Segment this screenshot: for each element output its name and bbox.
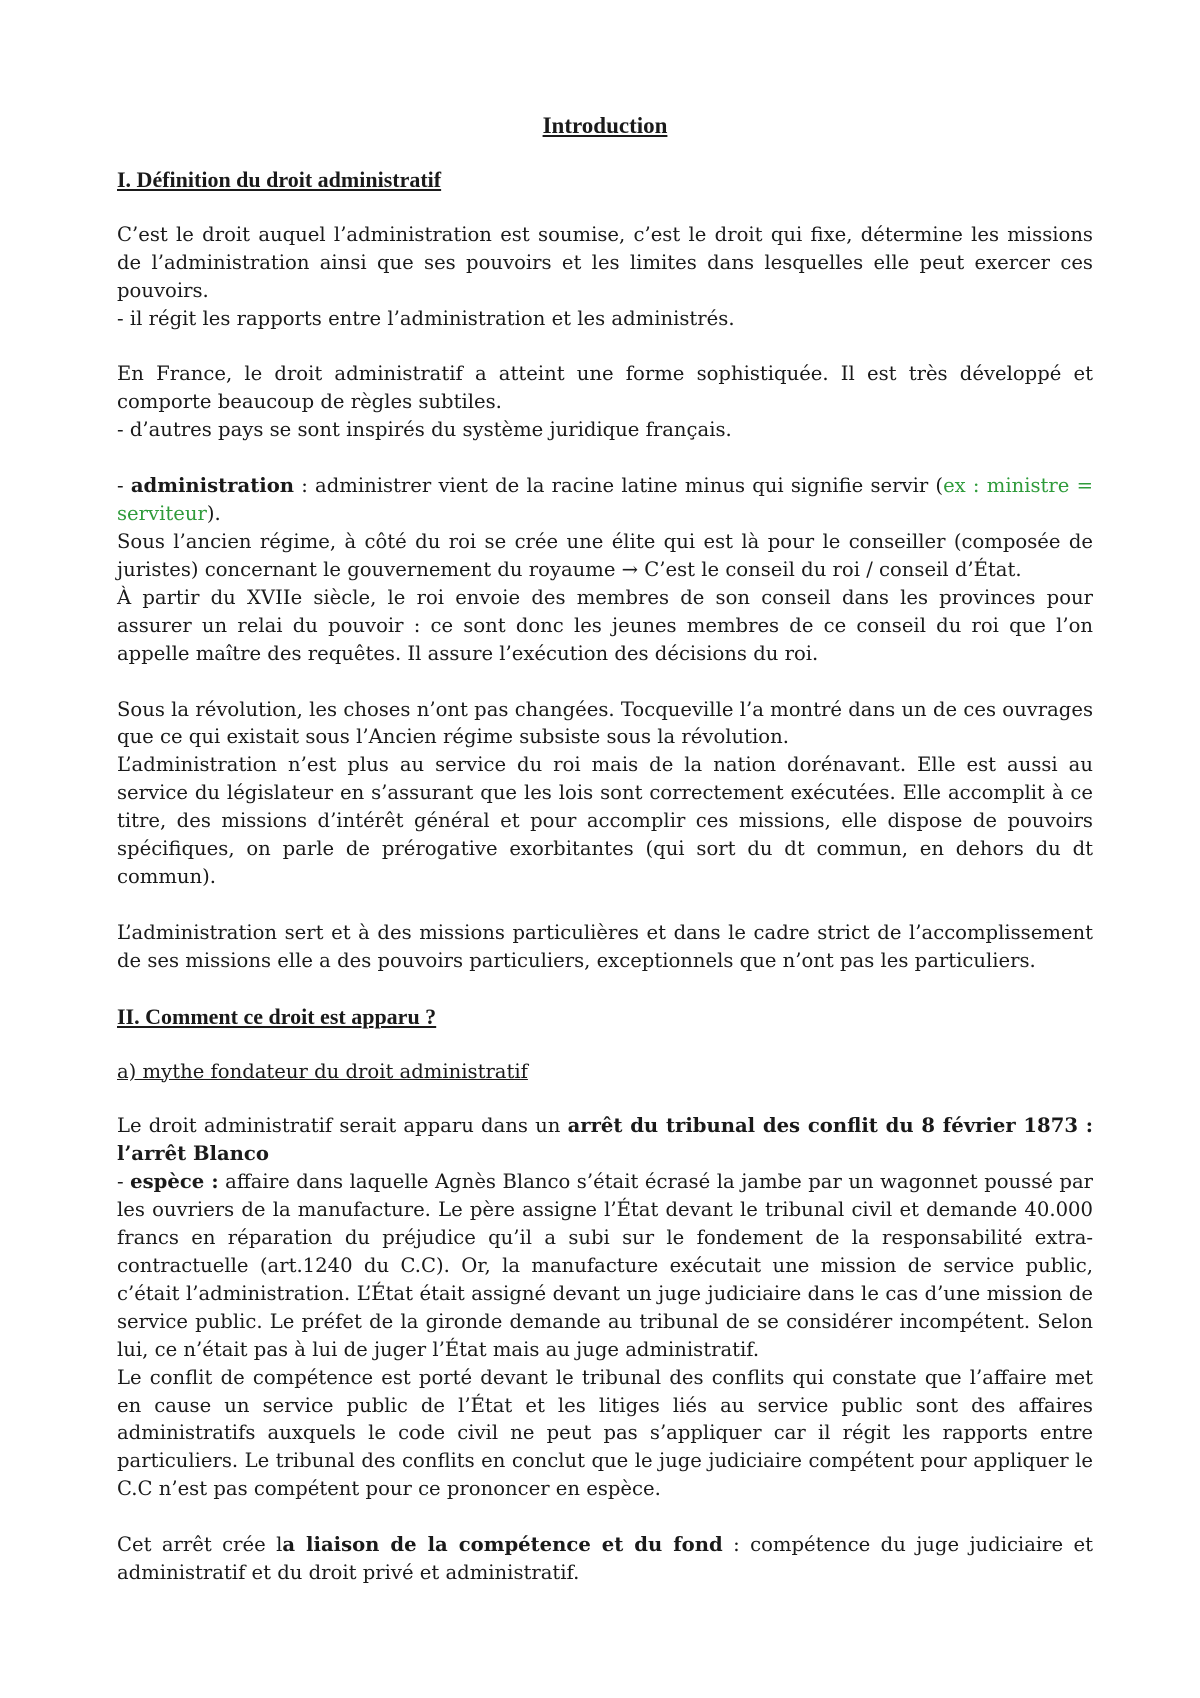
bold-term: administration bbox=[130, 474, 295, 498]
paragraph: L’administration sert et à des missions particulières et dans le cadre strict de l’accomplissement de ses missions elle a des pouvoirs particuliers, exceptionnels que n’ont pas les particuliers. bbox=[117, 920, 1093, 972]
paragraph: C’est le droit auquel l’administration est soumise, c’est le droit qui fixe, détermine les missions de l’administration ainsi que ses pouvoirs et les limites dans lesquelles elle peut exercer ces pouvoirs. bbox=[117, 222, 1093, 302]
text: : compétence du juge judiciaire et administratif et du droit privé et administratif. bbox=[117, 1533, 1093, 1585]
paragraph: Le conflit de compétence est porté devant le tribunal des conflits qui constate que l’affaire met en cause un service public de l’État et les litiges liés au service public sont des affaires administratifs auxquels le code civil ne peut pas s’appliquer car il régit les rapports entre particuliers. Le tribunal des conflits en conclut que le juge judiciaire compétent pour appliquer le C.C n’est pas compétent pour ce prononcer en espèce. bbox=[117, 1365, 1093, 1501]
paragraph: Sous la révolution, les choses n’ont pas changées. Tocqueville l’a montré dans un de ces ouvrages que ce qui existait sous l’Ancien régime subsiste sous la révolution. bbox=[117, 697, 1093, 749]
paragraph-administration bbox=[117, 472, 1093, 528]
text: Cet arrêt crée l bbox=[117, 1533, 283, 1557]
text: - bbox=[117, 1170, 131, 1194]
text: : administrer vient de la racine latine minus qui signifie servir ( bbox=[294, 474, 944, 498]
document-page bbox=[117, 112, 1093, 1587]
paragraph: En France, le droit administratif a atteint une forme sophistiquée. Il est très développé et comporte beaucoup de règles subtiles. bbox=[117, 362, 1093, 414]
text: - bbox=[117, 474, 131, 498]
text: affaire dans laquelle Agnès Blanco s’était écrasé la jambe par un wagonnet poussé par les ouvriers de la manufacture. Le père assigne l’État devant le tribunal civil et demande 40.000 francs en réparation du préjudice qu’il a subi sur le fondement de la responsabilité extra-contractuelle (art.1240 du C.C). Or, la manufacture exécutait une mission de service public, c’était l’administration. L’État était assigné devant un juge judiciaire dans le cas d’une mission de service public. Le préfet de la gironde demande au tribunal de se considérer incompétent. Selon lui, ce n’était pas à lui de juger l’État mais au juge administratif. bbox=[117, 1170, 1093, 1361]
subsection-heading: a) mythe fondateur du droit administratif bbox=[117, 1059, 528, 1083]
paragraph-espece bbox=[117, 1168, 1093, 1363]
text: Le droit administratif serait apparu dans un bbox=[117, 1114, 568, 1138]
section-heading-2: II. Comment ce droit est apparu ? bbox=[117, 1003, 437, 1029]
page-title: Introduction bbox=[542, 113, 668, 138]
paragraph-liaison bbox=[117, 1531, 1093, 1587]
example-text: ex : ministre = serviteur bbox=[117, 474, 1093, 526]
paragraph-blanco bbox=[117, 1112, 1093, 1168]
paragraph: L’administration n’est plus au service du roi mais de la nation dorénavant. Elle est aussi au service du législateur en s’assurant que les lois sont correctement exécutées. Elle accomplit à ce titre, des missions d’intérêt général et pour accomplir ces missions, elle dispose de pouvoirs spécifiques, on parle de prérogative exorbitantes (qui sort du dt commun, en dehors du dt commun). bbox=[117, 753, 1093, 888]
paragraph: - d’autres pays se sont inspirés du système juridique français. bbox=[117, 418, 732, 442]
paragraph: - il régit les rapports entre l’administration et les administrés. bbox=[117, 306, 735, 330]
paragraph: À partir du XVIIe siècle, le roi envoie des membres de son conseil dans les provinces pour assurer un relai du pouvoir : ce sont donc les jeunes membres de ce conseil du roi que l’on appelle maître des requêtes. Il assure l’exécution des décisions du roi. bbox=[117, 585, 1093, 665]
bold-term: arrêt du tribunal des conflit du 8 février 1873 : l’arrêt Blanco bbox=[117, 1114, 1093, 1166]
text: ). bbox=[206, 502, 221, 526]
section-heading-1: I. Définition du droit administratif bbox=[117, 166, 442, 192]
bold-term: a liaison de la compétence et du fond bbox=[282, 1533, 723, 1557]
bold-term: espèce : bbox=[130, 1170, 219, 1194]
paragraph: Sous l’ancien régime, à côté du roi se crée une élite qui est là pour le conseiller (composée de juristes) concernant le gouvernement du royaume → C’est le conseil du roi / conseil d’État. bbox=[117, 529, 1093, 581]
